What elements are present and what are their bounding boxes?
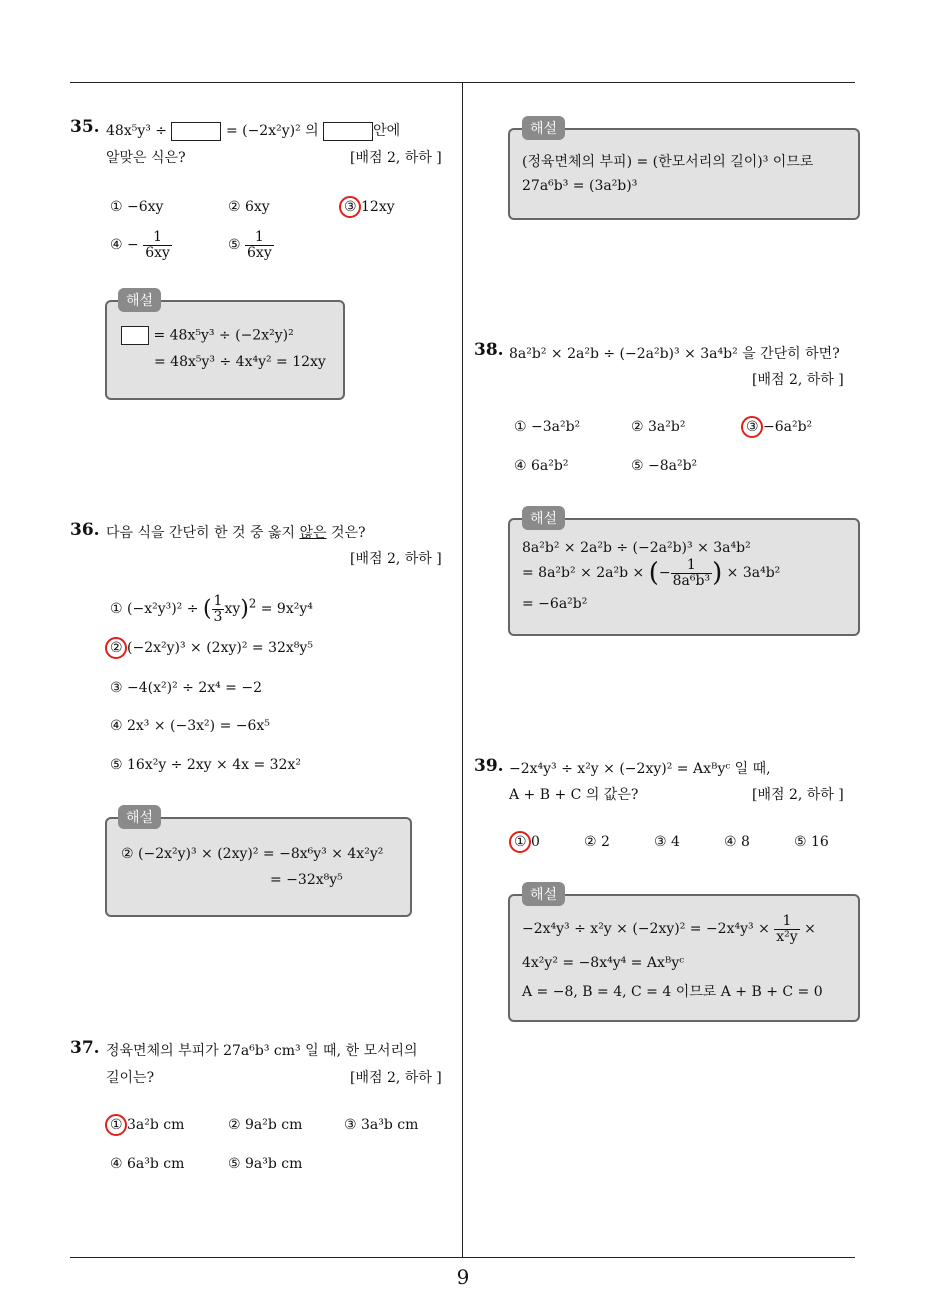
q36-solution-box	[105, 817, 412, 917]
q37-solution-box	[508, 128, 860, 220]
q35-blank-box	[171, 122, 221, 141]
q36-option-1[interactable]: ① (−x²y³)² ÷ ( $\frac{1}{3}$ xy)$^2$ = 9x²y⁴	[110, 593, 313, 625]
q35-option-2[interactable]: ② 6xy	[228, 199, 270, 215]
frac-num: 1	[213, 593, 223, 609]
q35-score: [배점 2, 하하 ]	[350, 150, 442, 166]
q36-option-2[interactable]: ② (−2x²y)³ × (2xy)² = 32x⁸y⁵	[110, 640, 313, 656]
q36-option-1-rhs: = 9x²y⁴	[260, 601, 313, 618]
q38-solution-line3: = −6a²b²	[522, 596, 588, 612]
q36-stem-before: 다음 식을 간단히 한 것 중 옳지	[106, 525, 300, 541]
q38-score: [배점 2, 하하 ]	[752, 372, 844, 388]
page-number: 9	[456, 1265, 470, 1289]
q38-solution-line2: = 8a²b² × 2a²b × (− $\frac{1}{\text{8a⁶b³}}$ ) × 3a⁴b²	[522, 557, 781, 589]
q37-score: [배점 2, 하하 ]	[350, 1070, 442, 1086]
column-divider	[462, 82, 463, 1258]
q37-option-3[interactable]: ③ 3a³b cm	[344, 1117, 419, 1133]
frac-den: 8a⁶b³	[672, 572, 711, 589]
q39-option-5[interactable]: ⑤ 16	[794, 834, 829, 850]
q38-option-1[interactable]: ① −3a²b²	[514, 419, 581, 435]
q39-option-3[interactable]: ③ 4	[654, 834, 680, 850]
q35-solution-box	[105, 300, 345, 400]
q39-option-4[interactable]: ④ 8	[724, 834, 750, 850]
frac-den: 6xy	[247, 244, 272, 261]
q38-answer-mark	[741, 416, 763, 438]
q39-score: [배점 2, 하하 ]	[752, 787, 844, 803]
q35-stem-line2: 알맞은 식은?	[106, 150, 186, 166]
frac-num: 1	[774, 914, 799, 930]
q39-stem-line1: −2x⁴y³ ÷ x²y × (−2xy)² = Axᴮyᶜ 일 때,	[509, 761, 771, 777]
q39-answer-mark	[509, 831, 531, 853]
q36-answer-mark	[105, 637, 127, 659]
q35-option-1[interactable]: ① −6xy	[110, 199, 164, 215]
q39-solution-line3: A = −8, B = 4, C = 4 이므로 A + B + C = 0	[522, 984, 823, 1000]
q37-stem-line1: 정육면체의 부피가 27a⁶b³ cm³ 일 때, 한 모서리의	[106, 1043, 418, 1059]
q38-solution-line1: 8a²b² × 2a²b ÷ (−2a²b)³ × 3a⁴b²	[522, 540, 751, 556]
frac-den: 6xy	[145, 244, 170, 261]
q35-stem-c: 안에	[373, 123, 401, 139]
q39-solution-line1	[522, 914, 816, 944]
q35-stem-a: 48x⁵y³ ÷	[106, 123, 168, 139]
q35-stem	[106, 120, 400, 141]
frac-num: 1	[671, 558, 712, 574]
q36-option-3[interactable]: ③ −4(x²)² ÷ 2x⁴ = −2	[110, 680, 262, 696]
q38-number: 38.	[474, 340, 504, 360]
q37-number: 37.	[70, 1038, 100, 1058]
q35-option-3[interactable]: ③ 12xy	[344, 199, 395, 215]
q37-answer-mark	[105, 1114, 127, 1136]
q38-option-3[interactable]: ③ −6a²b²	[746, 419, 813, 435]
q39-solution-l1a: −2x⁴y³ ÷ x²y × (−2xy)² = −2x⁴y³ ×	[522, 921, 770, 938]
q35-option-5[interactable]	[228, 230, 274, 260]
q37-solution-tag: 해설	[522, 116, 565, 140]
q36-number: 36.	[70, 520, 100, 540]
q39-solution-line2: 4x²y² = −8x⁴y⁴ = Axᴮyᶜ	[522, 955, 685, 971]
q35-option-4-label: ④ −	[110, 237, 139, 254]
q38-solution-tag: 해설	[522, 506, 565, 530]
q39-solution-tag: 해설	[522, 882, 565, 906]
frac-num: 1	[143, 230, 172, 246]
q39-option-1[interactable]: ① 0	[514, 834, 540, 850]
q36-solution-line2: = −32x⁸y⁵	[270, 872, 343, 888]
q39-option-2[interactable]: ② 2	[584, 834, 610, 850]
q36-solution-tag: 해설	[118, 805, 161, 829]
frac-den: 3	[213, 608, 223, 625]
q35-solution-text1: = 48x⁵y³ ÷ (−2x²y)²	[153, 327, 294, 344]
q38-stem: 8a²b² × 2a²b ÷ (−2a²b)³ × 3a⁴b² 을 간단히 하면?	[509, 346, 840, 362]
q36-solution-line1: ② (−2x²y)³ × (2xy)² = −8x⁶y³ × 4x²y²	[121, 846, 384, 862]
q35-solution-line2: = 48x⁵y³ ÷ 4x⁴y² = 12xy	[154, 354, 326, 370]
q37-solution-line1: (정육면체의 부피) = (한모서리의 길이)³ 이므로	[522, 154, 814, 170]
q35-option-4[interactable]	[110, 230, 172, 260]
q37-option-1[interactable]: ① 3a²b cm	[110, 1117, 185, 1133]
q36-stem	[106, 522, 366, 542]
q38-solution-l2b: × 3a⁴b²	[726, 565, 781, 582]
q36-option-1-frac	[212, 594, 225, 624]
q35-number: 35.	[70, 117, 100, 137]
q35-blank-box-2	[323, 122, 373, 141]
q36-option-1-tail: xy	[224, 601, 241, 618]
q35-answer-mark	[339, 196, 361, 218]
q39-number: 39.	[474, 756, 504, 776]
q35-option-5-frac	[245, 230, 274, 260]
q35-solution-blank	[121, 326, 149, 345]
q35-option-5-label: ⑤	[228, 237, 241, 254]
q37-stem-line2: 길이는?	[106, 1070, 155, 1086]
q38-option-4[interactable]: ④ 6a²b²	[514, 458, 569, 474]
q36-option-4[interactable]: ④ 2x³ × (−3x²) = −6x⁵	[110, 718, 270, 734]
q37-option-2[interactable]: ② 9a²b cm	[228, 1117, 303, 1133]
q38-solution-l2a: = 8a²b² × 2a²b ×	[522, 565, 645, 582]
q35-solution-line1	[121, 326, 294, 345]
q36-option-1-label: ① (−x²y³)² ÷	[110, 601, 199, 618]
q37-option-4[interactable]: ④ 6a³b cm	[110, 1156, 185, 1172]
q38-solution-frac	[671, 558, 712, 588]
frac-den: x²y	[776, 928, 798, 945]
q37-option-5[interactable]: ⑤ 9a³b cm	[228, 1156, 303, 1172]
q38-option-2[interactable]: ② 3a²b²	[631, 419, 686, 435]
frac-num: 1	[245, 230, 274, 246]
q39-solution-l1b: ×	[804, 921, 816, 938]
q36-option-5[interactable]: ⑤ 16x²y ÷ 2xy × 4x = 32x²	[110, 757, 301, 773]
q37-solution-line2: 27a⁶b³ = (3a²b)³	[522, 178, 638, 194]
q39-stem-line2: A + B + C 의 값은?	[509, 787, 639, 803]
q35-solution-tag: 해설	[118, 288, 161, 312]
q38-option-5[interactable]: ⑤ −8a²b²	[631, 458, 698, 474]
q39-solution-frac	[774, 914, 799, 944]
q36-stem-underlined: 않은	[299, 525, 327, 541]
q35-option-4-frac	[143, 230, 172, 260]
q35-stem-b: = (−2x²y)² 의	[225, 123, 319, 139]
q36-stem-after: 것은?	[326, 525, 366, 541]
q36-score: [배점 2, 하하 ]	[350, 551, 442, 567]
